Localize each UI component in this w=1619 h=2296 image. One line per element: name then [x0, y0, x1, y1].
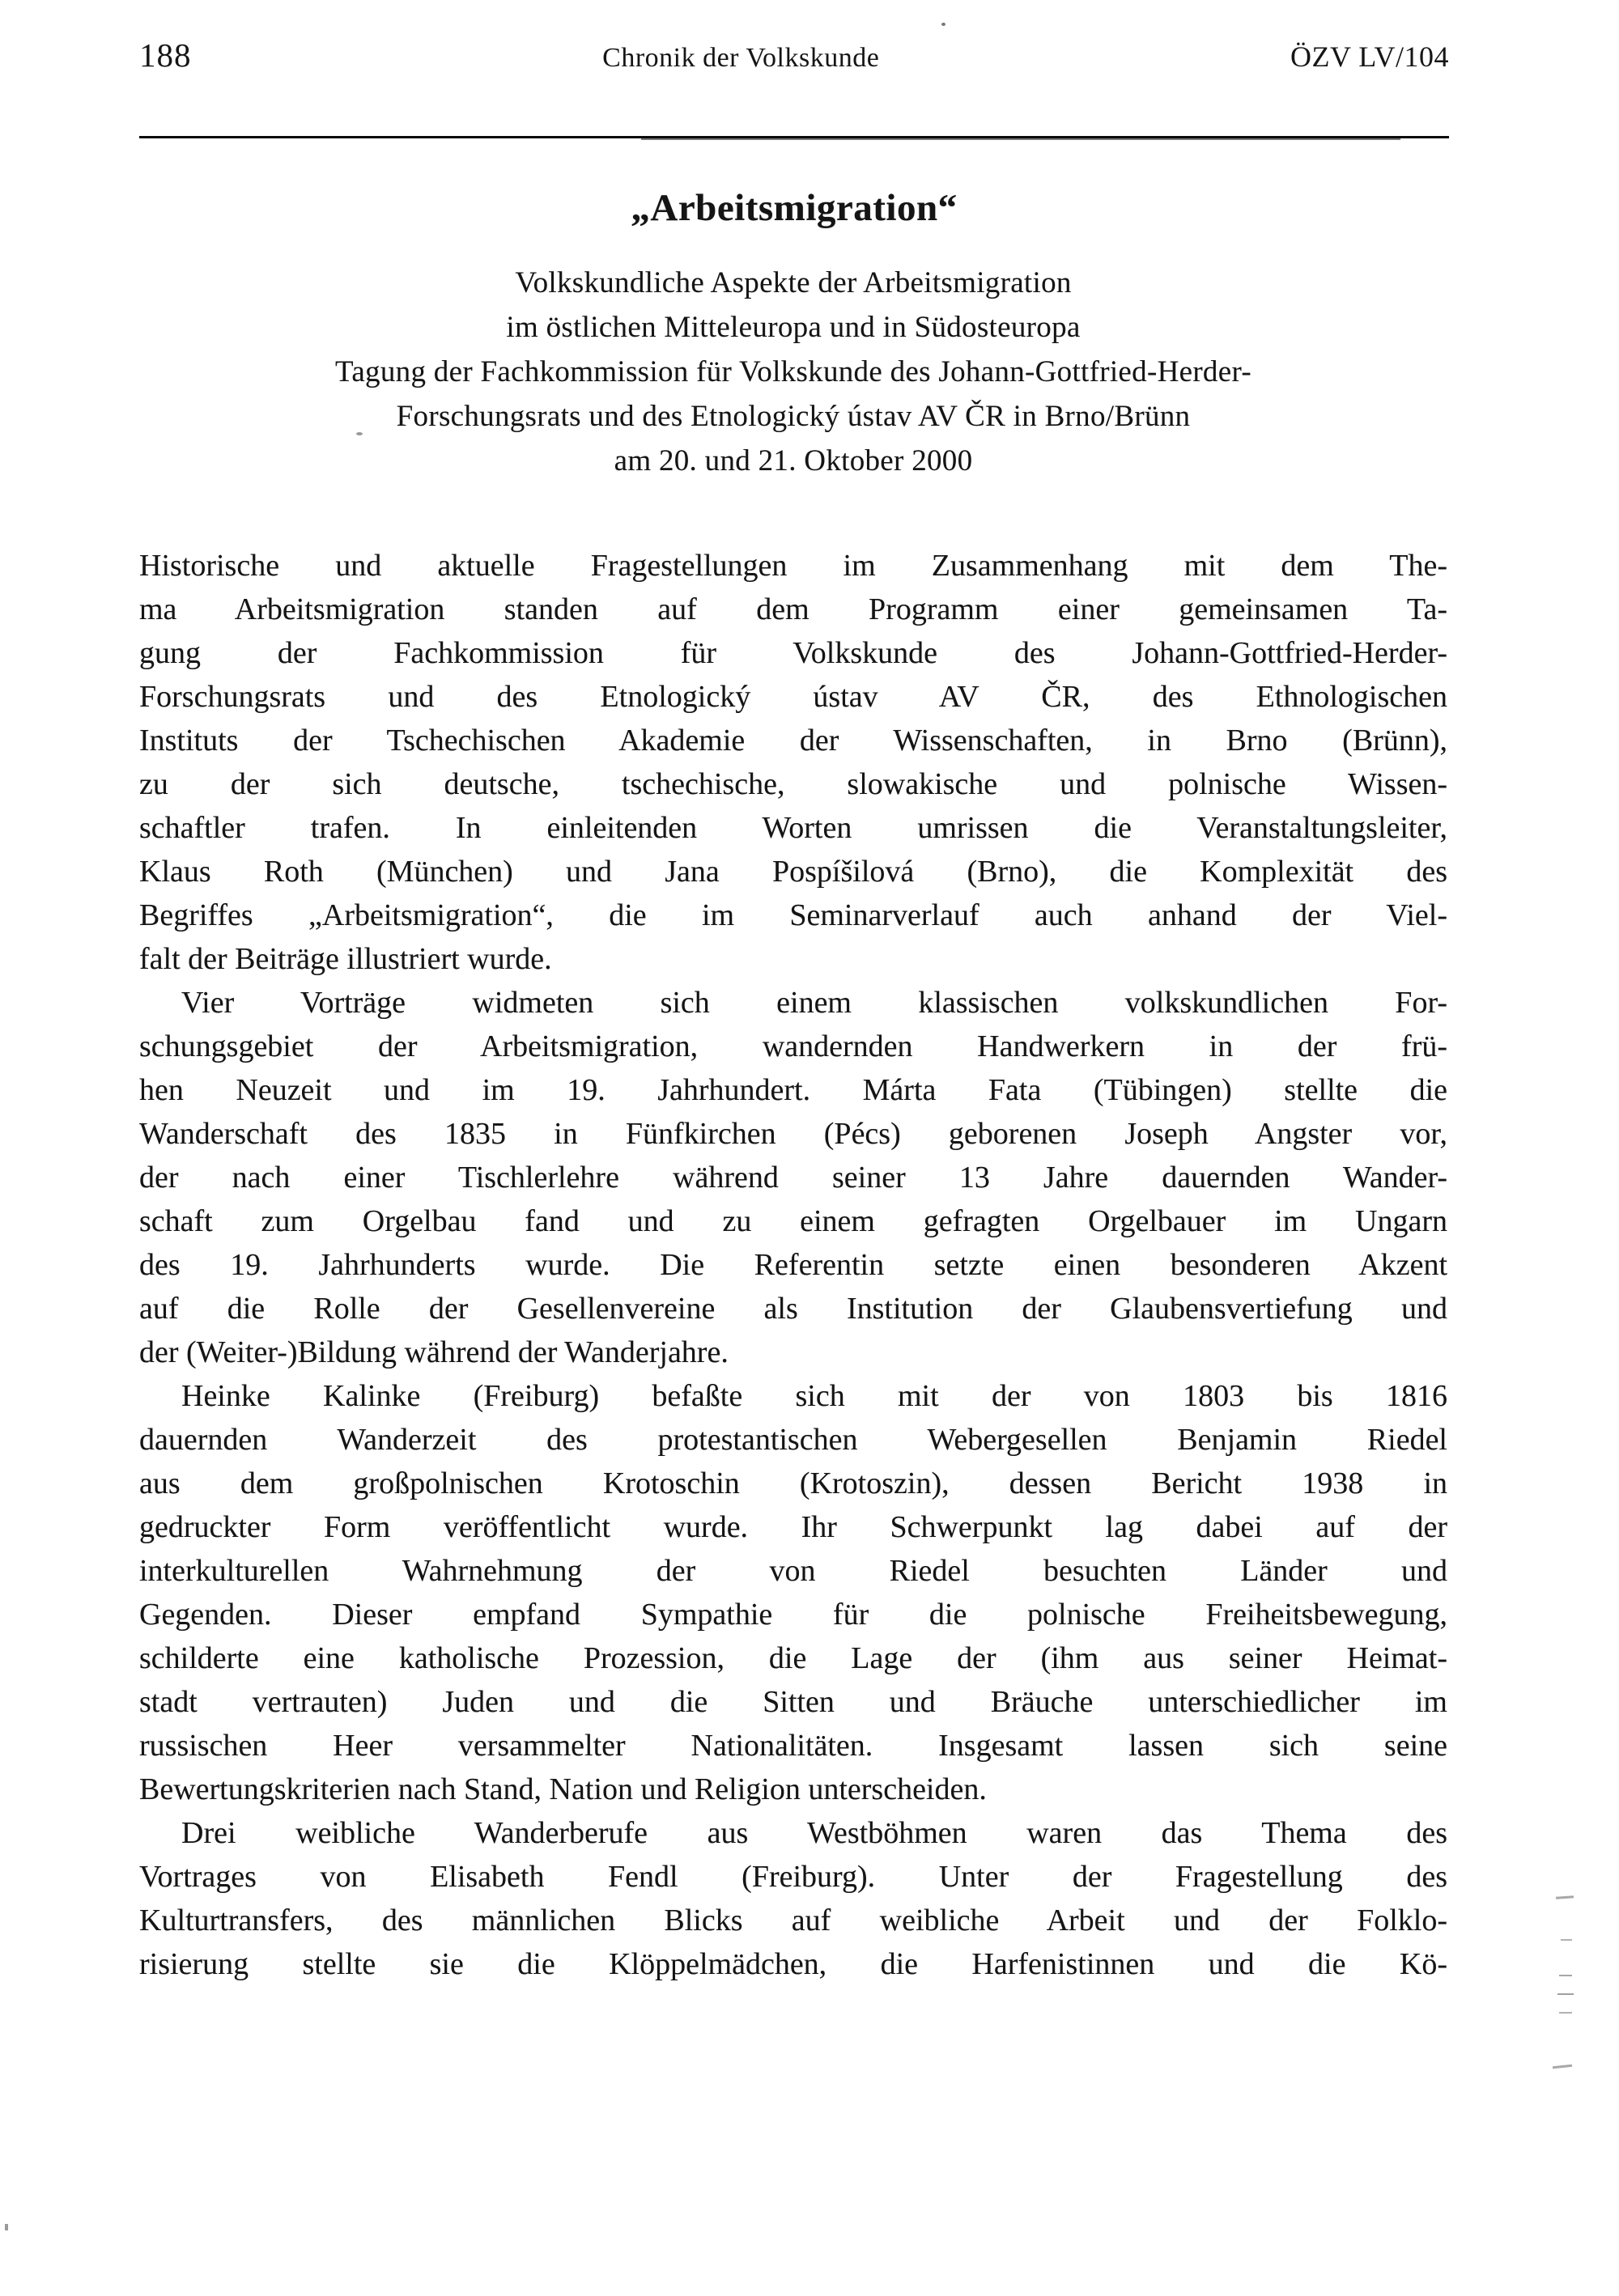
text-line: dauernden Wanderzeit des protestantischen Webergesellen Benjamin Riedel [139, 1423, 1447, 1457]
page-number: 188 [139, 36, 192, 74]
scan-artifact [1557, 1993, 1574, 1995]
scan-artifact [1553, 2065, 1572, 2069]
scan-artifact [1559, 2012, 1572, 2014]
text-line: Vortrages von Elisabeth Fendl (Freiburg). Unter der Fragestellung des [139, 1860, 1447, 1894]
paragraph [139, 544, 1447, 981]
text-line: stadt vertrauten) Juden und die Sitten und Bräuche unterschiedlicher im [139, 1685, 1447, 1719]
text-line: aus dem großpolnischen Krotoschin (Krotoszin), dessen Bericht 1938 in [139, 1466, 1447, 1500]
text-line: gedruckter Form veröffentlicht wurde. Ihr Schwerpunkt lag dabei auf der [139, 1510, 1447, 1544]
text-line: schilderte eine katholische Prozession, die Lage der (ihm aus seiner Heimat- [139, 1641, 1447, 1675]
subtitle-line: Tagung der Fachkommission für Volkskunde des Johann-Gottfried-Herder- [335, 355, 1251, 388]
text-line: Vier Vorträge widmeten sich einem klassischen volkskundlichen For- [181, 986, 1447, 1020]
text-line: Drei weibliche Wanderberufe aus Westböhmen waren das Thema des [181, 1816, 1447, 1850]
text-line: schaft zum Orgelbau fand und zu einem gefragten Orgelbauer im Ungarn [139, 1204, 1447, 1238]
scan-artifact [1559, 1975, 1572, 1976]
scan-artifact [356, 432, 363, 435]
text-line: schungsgebiet der Arbeitsmigration, wandernden Handwerkern in der frü- [139, 1029, 1447, 1063]
text-line: interkulturellen Wahrnehmung der von Riedel besuchten Länder und [139, 1554, 1447, 1588]
text-line: Klaus Roth (München) und Jana Pospíšilová (Brno), die Komplexität des [139, 855, 1447, 889]
text-line: gung der Fachkommission für Volkskunde des Johann-Gottfried-Herder- [139, 636, 1447, 670]
text-line: russischen Heer versammelter Nationalitäten. Insgesamt lassen sich seine [139, 1729, 1447, 1763]
paragraph [139, 1374, 1447, 1811]
text-line: Wanderschaft des 1835 in Fünfkirchen (Pécs) geborenen Joseph Angster vor, [139, 1117, 1447, 1151]
article-body [139, 544, 1447, 1986]
text-line: Gegenden. Dieser empfand Sympathie für die polnische Freiheitsbewegung, [139, 1598, 1447, 1632]
article-title: „Arbeitsmigration“ [631, 187, 958, 229]
header-rule [139, 136, 1449, 138]
text-line: Heinke Kalinke (Freiburg) befaßte sich mit der von 1803 bis 1816 [181, 1379, 1447, 1413]
subtitle-line: Volkskundliche Aspekte der Arbeitsmigration [515, 266, 1072, 299]
paragraph [139, 981, 1447, 1374]
subtitle [121, 261, 1465, 483]
text-line: Begriffes „Arbeitsmigration“, die im Seminarverlauf auch anhand der Viel- [139, 898, 1447, 932]
subtitle-line: im östlichen Mitteleuropa und in Südosteuropa [506, 311, 1081, 344]
text-line: falt der Beiträge illustriert wurde. [139, 942, 552, 976]
running-head [139, 36, 1449, 74]
scan-artifact [1561, 1939, 1572, 1941]
text-line: risierung stellte sie die Klöppelmädchen, die Harfenistinnen und die Kö- [139, 1947, 1447, 1981]
paragraph [139, 1811, 1447, 1986]
text-line: Forschungsrats und des Etnologický ústav AV ČR, des Ethnologischen [139, 680, 1447, 714]
text-line: der (Weiter-)Bildung während der Wanderjahre. [139, 1335, 729, 1369]
subtitle-line: am 20. und 21. Oktober 2000 [614, 444, 973, 477]
text-line: ma Arbeitsmigration standen auf dem Programm einer gemeinsamen Ta- [139, 592, 1447, 626]
subtitle-line: Forschungsrats und des Etnologický ústav AV ČR in Brno/Brünn [396, 400, 1191, 433]
text-line: hen Neuzeit und im 19. Jahrhundert. Márta Fata (Tübingen) stellte die [139, 1073, 1447, 1107]
text-line: zu der sich deutsche, tschechische, slowakische und polnische Wissen- [139, 767, 1447, 801]
scan-artifact [1556, 1895, 1574, 1899]
issue-label: ÖZV LV/104 [1290, 40, 1449, 73]
scan-artifact [5, 2224, 8, 2230]
text-line: Bewertungskriterien nach Stand, Nation und Religion unterscheiden. [139, 1772, 987, 1806]
text-line: schaftler trafen. In einleitenden Worten umrissen die Veranstaltungsleiter, [139, 811, 1447, 845]
scan-artifact [941, 23, 945, 26]
text-line: Instituts der Tschechischen Akademie der Wissenschaften, in Brno (Brünn), [139, 724, 1447, 758]
journal-title: Chronik der Volkskunde [602, 43, 880, 73]
text-line: der nach einer Tischlerlehre während seiner 13 Jahre dauernden Wander- [139, 1161, 1447, 1195]
text-line: Kulturtransfers, des männlichen Blicks auf weibliche Arbeit und der Folklo- [139, 1903, 1447, 1937]
text-line: Historische und aktuelle Fragestellungen im Zusammenhang mit dem The- [139, 549, 1447, 583]
text-line: auf die Rolle der Gesellenvereine als Institution der Glaubensvertiefung und [139, 1292, 1447, 1326]
text-line: des 19. Jahrhunderts wurde. Die Referentin setzte einen besonderen Akzent [139, 1248, 1447, 1282]
